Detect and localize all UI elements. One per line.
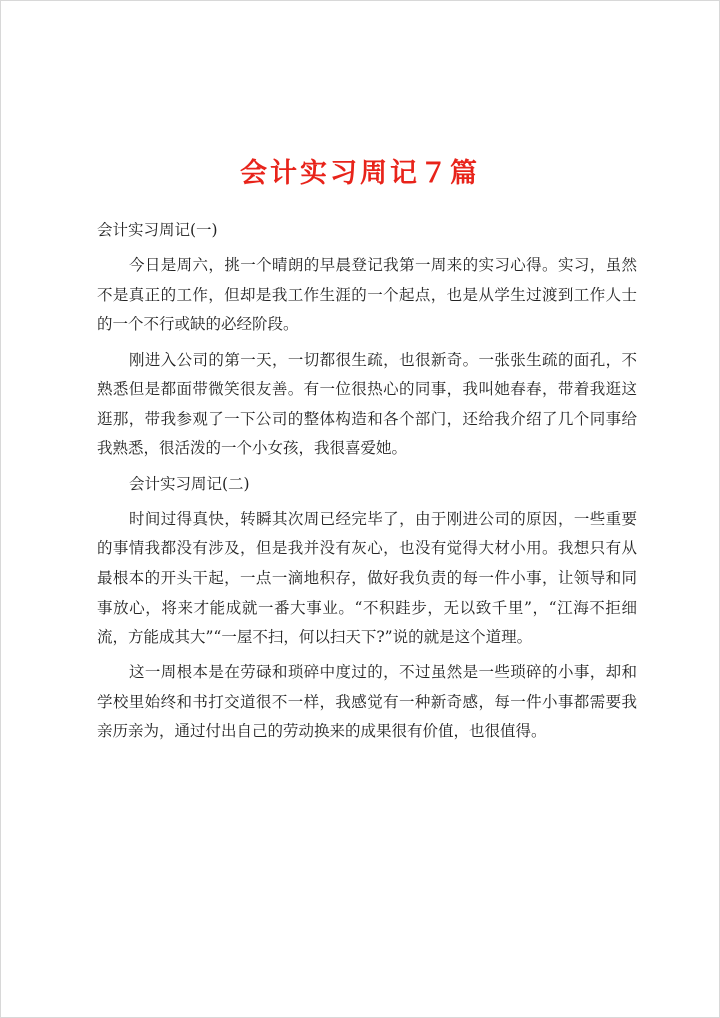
- section-heading-2: 会计实习周记(二): [129, 474, 250, 493]
- document-title: 会计实习周记７篇: [240, 158, 480, 189]
- section-1-paragraph-1: 今日是周六，挑一个晴朗的早晨登记我第一周来的实习心得。实习，虽然不是真正的工作，但却是我工作生涯的一个起点，也是从学生过渡到工作人士的一个不行或缺的必经阶段。: [97, 256, 637, 334]
- section-2-paragraph-2: 这一周根本是在劳碌和琐碎中度过的，不过虽然是一些琐碎的小事，却和学校里始终和书打交道很不一样，我感觉有一种新奇感，每一件小事都需要我亲历亲为，通过付出自己的劳动换来的成果很有价值，也很值得。: [97, 663, 637, 741]
- section-heading-1: 会计实习周记(一): [97, 221, 218, 239]
- document-body: [97, 216, 637, 753]
- section-2-paragraph-1: 时间过得真快，转瞬其次周已经完毕了，由于刚进公司的原因，一些重要的事情我都没有涉及，但是我并没有灰心，也没有觉得大材小用。我想只有从最根本的开头干起，一点一滴地积存，做好我负责的每一件小事，让领导和同事放心，将来才能成就一番大事业。“不积跬步，无以致千里”，“江海不拒细流，方能成其大”“一屋不扫，何以扫天下?”说的就是这个道理。: [97, 509, 637, 647]
- section-1-paragraph-2: 刚进入公司的第一天，一切都很生疏，也很新奇。一张张生疏的面孔，不熟悉但是都面带微笑很友善。有一位很热心的同事，我叫她春春，带着我逛这逛那，带我参观了一下公司的整体构造和各个部门，还给我介绍了几个同事给我熟悉，很活泼的一个小女孩，我很喜爱她。: [97, 350, 637, 458]
